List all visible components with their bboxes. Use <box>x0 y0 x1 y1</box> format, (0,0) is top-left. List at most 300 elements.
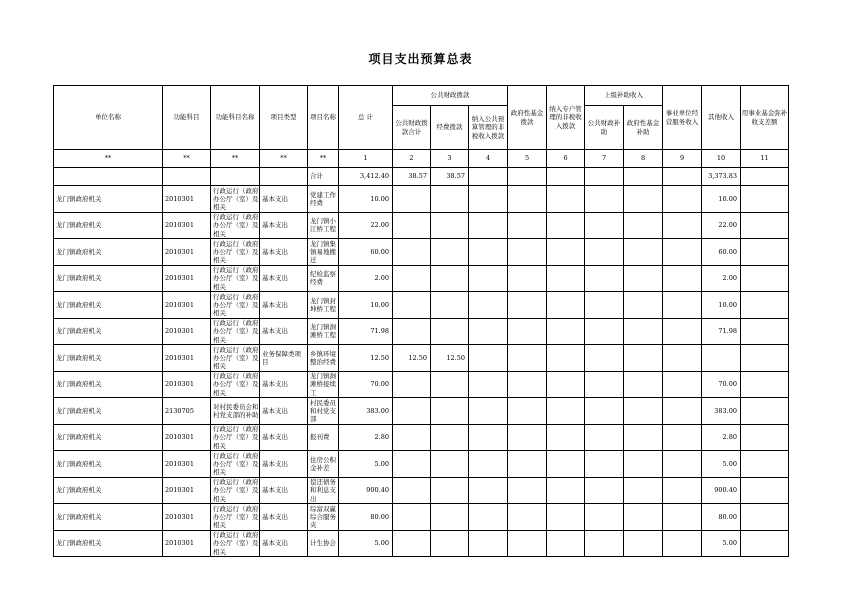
col-func-code: 功能科目 <box>163 86 211 150</box>
func-name-cell-text: 行政运行（政府办公厅（室）及相关 <box>213 213 259 238</box>
empty-cell <box>741 318 789 345</box>
total-cell: 70.00 <box>339 371 393 398</box>
other-income-cell: 70.00 <box>702 371 741 398</box>
empty-cell <box>624 530 663 557</box>
col-proj-type: 项目类型 <box>260 86 308 150</box>
empty-cell <box>469 265 508 292</box>
total-cell: 2.80 <box>339 424 393 451</box>
table-row <box>54 504 789 531</box>
func-name-cell <box>211 424 260 451</box>
proj-type-cell-text: 基本支出 <box>262 221 288 230</box>
proj-name-cell-text: 龙门镇涧滩桥接续工 <box>310 372 336 397</box>
total-other: 3,373.83 <box>702 168 741 186</box>
empty-cell <box>585 265 624 292</box>
other-income-cell: 10.00 <box>702 292 741 319</box>
total-cell: 10.00 <box>339 292 393 319</box>
col-total: 总 计 <box>339 86 393 150</box>
empty-cell <box>585 424 624 451</box>
empty-cell <box>508 424 547 451</box>
proj-type-cell <box>260 424 308 451</box>
func-code-cell: 2130705 <box>163 398 211 425</box>
empty-cell <box>663 212 702 239</box>
public-total-cell <box>393 424 431 451</box>
total-cell: 10.00 <box>339 186 393 213</box>
proj-name-cell-text: 住房公积金补差 <box>310 455 336 472</box>
empty-cell <box>585 477 624 504</box>
proj-type-cell-text: 基本支出 <box>262 433 288 442</box>
index-cell: 11 <box>741 150 789 168</box>
empty-cell <box>508 371 547 398</box>
unit-cell: 龙门镇政府机关 <box>54 477 163 504</box>
total-cell: 80.00 <box>339 504 393 531</box>
proj-name-cell <box>308 345 339 372</box>
operating-cell <box>431 265 469 292</box>
empty-cell <box>585 398 624 425</box>
other-income-cell: 900.40 <box>702 477 741 504</box>
empty-cell <box>741 265 789 292</box>
table-row <box>54 265 789 292</box>
total-operating: 38.57 <box>431 168 469 186</box>
func-code-cell: 2010301 <box>163 265 211 292</box>
index-cell: 4 <box>469 150 508 168</box>
empty-cell <box>547 424 585 451</box>
operating-cell <box>431 371 469 398</box>
proj-name-cell <box>308 212 339 239</box>
empty-cell <box>508 292 547 319</box>
empty-cell <box>547 398 585 425</box>
total-cell: 12.50 <box>339 345 393 372</box>
index-cell: ** <box>308 150 339 168</box>
proj-name-cell-text: 报刊费 <box>310 433 330 442</box>
func-name-cell <box>211 239 260 266</box>
proj-type-cell-text: 基本支出 <box>262 459 288 468</box>
empty-cell <box>469 530 508 557</box>
index-row <box>54 150 789 168</box>
func-name-cell-text: 行政运行（政府办公厅（室）及相关 <box>213 186 259 211</box>
unit-cell: 龙门镇政府机关 <box>54 239 163 266</box>
proj-name-cell-text: 偿还债务和利息支出 <box>310 478 336 503</box>
proj-name-cell-text: 村民委员和村党支部 <box>310 398 336 423</box>
proj-name-cell-text: 综富双赢综合服务夹 <box>310 504 336 529</box>
total-cell: 71.98 <box>339 318 393 345</box>
func-name-cell <box>211 398 260 425</box>
table-row <box>54 371 789 398</box>
col-operating: 经费拨款 <box>431 106 469 150</box>
func-code-cell: 2010301 <box>163 477 211 504</box>
total-cell: 60.00 <box>339 239 393 266</box>
empty-cell <box>585 451 624 478</box>
empty-cell <box>508 239 547 266</box>
func-code-cell: 2010301 <box>163 292 211 319</box>
proj-type-cell-text: 基本支出 <box>262 406 288 415</box>
proj-name-cell-text: 龙门镇小江桥工程 <box>310 217 336 234</box>
empty-cell <box>741 398 789 425</box>
func-code-cell: 2010301 <box>163 318 211 345</box>
func-name-cell <box>211 451 260 478</box>
col-gov-fund: 政府性基金拨款 <box>508 86 547 150</box>
empty-cell <box>547 530 585 557</box>
empty-cell <box>663 477 702 504</box>
col-other-income: 其他收入 <box>702 86 741 150</box>
empty-cell <box>585 292 624 319</box>
proj-name-cell <box>308 371 339 398</box>
operating-cell <box>431 186 469 213</box>
empty-cell <box>547 451 585 478</box>
empty-cell <box>624 398 663 425</box>
table-row <box>54 345 789 372</box>
empty-cell <box>547 345 585 372</box>
proj-type-cell <box>260 318 308 345</box>
table-row <box>54 186 789 213</box>
proj-type-cell <box>260 398 308 425</box>
index-cell: 3 <box>431 150 469 168</box>
unit-cell: 龙门镇政府机关 <box>54 186 163 213</box>
proj-name-cell-text: 龙门镇封坤桥工程 <box>310 296 336 313</box>
func-code-cell: 2010301 <box>163 530 211 557</box>
public-total-cell <box>393 530 431 557</box>
empty-cell <box>585 212 624 239</box>
empty-cell <box>741 477 789 504</box>
operating-cell <box>431 504 469 531</box>
empty-cell <box>469 477 508 504</box>
unit-cell: 龙门镇政府机关 <box>54 212 163 239</box>
func-name-cell-text: 行政运行（政府办公厅（室）及相关 <box>213 266 259 291</box>
total-row <box>54 168 789 186</box>
empty-cell <box>469 318 508 345</box>
col-gov-fund-subsidy: 政府性基金补助 <box>624 106 663 150</box>
empty-cell <box>508 477 547 504</box>
proj-name-cell-text: 龙门镇集镇易地搬迁 <box>310 239 336 264</box>
proj-name-cell <box>308 239 339 266</box>
empty-cell <box>663 239 702 266</box>
proj-type-cell-text: 业务保障类项目 <box>262 349 301 366</box>
proj-name-cell-text: 乡镇环境整治经费 <box>310 349 336 366</box>
func-code-cell: 2010301 <box>163 504 211 531</box>
table-row <box>54 212 789 239</box>
empty-cell <box>469 424 508 451</box>
empty-cell <box>624 292 663 319</box>
proj-type-cell-text: 基本支出 <box>262 247 288 256</box>
empty-cell <box>508 212 547 239</box>
func-name-cell <box>211 186 260 213</box>
col-public-fiscal-subsidy: 公共财政补助 <box>585 106 624 150</box>
empty-cell <box>741 530 789 557</box>
empty-cell <box>547 371 585 398</box>
total-value: 3,412.40 <box>339 168 393 186</box>
col-group-public-fiscal: 公共财政拨款 <box>393 86 508 106</box>
empty-cell <box>585 530 624 557</box>
other-income-cell: 2.00 <box>702 265 741 292</box>
total-cell: 5.00 <box>339 451 393 478</box>
empty-cell <box>547 318 585 345</box>
unit-cell: 龙门镇政府机关 <box>54 424 163 451</box>
budget-table <box>53 85 789 557</box>
proj-name-cell <box>308 424 339 451</box>
proj-name-cell-text: 党建工作经费 <box>310 190 336 207</box>
empty-cell <box>547 504 585 531</box>
func-name-cell-text: 行政运行（政府办公厅（室）及相关 <box>213 319 259 344</box>
empty-cell <box>741 212 789 239</box>
unit-cell: 龙门镇政府机关 <box>54 292 163 319</box>
col-group-superior-subsidy: 上级补助收入 <box>585 86 663 106</box>
proj-type-cell <box>260 186 308 213</box>
empty-cell <box>624 212 663 239</box>
empty-cell <box>585 186 624 213</box>
table-row <box>54 477 789 504</box>
func-code-cell: 2010301 <box>163 451 211 478</box>
other-income-cell: 60.00 <box>702 239 741 266</box>
total-cell: 5.00 <box>339 530 393 557</box>
operating-cell <box>431 424 469 451</box>
empty-cell <box>663 504 702 531</box>
func-code-cell: 2010301 <box>163 186 211 213</box>
proj-name-cell <box>308 398 339 425</box>
empty-cell <box>585 318 624 345</box>
func-name-cell-text: 对村民委员会和村党支部的补助 <box>213 402 259 419</box>
empty-cell <box>624 371 663 398</box>
func-code-cell: 2010301 <box>163 371 211 398</box>
other-income-cell: 71.98 <box>702 318 741 345</box>
other-income-cell: 5.00 <box>702 451 741 478</box>
empty-cell <box>624 186 663 213</box>
index-cell: 5 <box>508 150 547 168</box>
page-title: 项目支出预算总表 <box>368 52 473 66</box>
proj-type-cell <box>260 212 308 239</box>
proj-type-cell <box>260 451 308 478</box>
index-cell: ** <box>260 150 308 168</box>
proj-type-cell <box>260 265 308 292</box>
index-cell: ** <box>54 150 163 168</box>
empty-cell <box>663 424 702 451</box>
empty-cell <box>741 504 789 531</box>
func-code-cell: 2010301 <box>163 424 211 451</box>
table-row <box>54 292 789 319</box>
empty-cell <box>508 345 547 372</box>
empty-cell <box>469 292 508 319</box>
func-name-cell <box>211 371 260 398</box>
total-public-total: 38.57 <box>393 168 431 186</box>
empty-cell <box>663 451 702 478</box>
proj-type-cell <box>260 371 308 398</box>
empty-cell <box>547 292 585 319</box>
empty-cell <box>741 186 789 213</box>
empty-cell <box>624 318 663 345</box>
empty-cell <box>663 530 702 557</box>
table-row <box>54 530 789 557</box>
func-name-cell <box>211 477 260 504</box>
empty-cell <box>741 239 789 266</box>
proj-type-cell-text: 基本支出 <box>262 274 288 283</box>
empty-cell <box>663 371 702 398</box>
func-name-cell-text: 行政运行（政府办公厅（室）及相关 <box>213 345 259 370</box>
proj-type-cell-text: 基本支出 <box>262 194 288 203</box>
empty-cell <box>624 477 663 504</box>
proj-name-cell <box>308 451 339 478</box>
index-cell: 6 <box>547 150 585 168</box>
col-public-fiscal-total: 公共财政拨款合计 <box>393 106 431 150</box>
operating-cell <box>431 292 469 319</box>
empty-cell <box>469 212 508 239</box>
index-cell: 8 <box>624 150 663 168</box>
total-cell: 22.00 <box>339 212 393 239</box>
func-name-cell <box>211 530 260 557</box>
index-cell: ** <box>163 150 211 168</box>
col-proj-name: 项目名称 <box>308 86 339 150</box>
func-name-cell-text: 行政运行（政府办公厅（室）及相关 <box>213 425 259 450</box>
unit-cell: 龙门镇政府机关 <box>54 318 163 345</box>
empty-cell <box>585 371 624 398</box>
unit-cell: 龙门镇政府机关 <box>54 451 163 478</box>
func-name-cell <box>211 318 260 345</box>
col-unit-name: 单位名称 <box>54 86 163 150</box>
unit-cell: 龙门镇政府机关 <box>54 345 163 372</box>
func-name-cell-text: 行政运行（政府办公厅（室）及相关 <box>213 239 259 264</box>
func-name-cell-text: 行政运行（政府办公厅（室）及相关 <box>213 451 259 476</box>
func-name-cell <box>211 212 260 239</box>
index-cell: 10 <box>702 150 741 168</box>
empty-cell <box>663 265 702 292</box>
operating-cell <box>431 239 469 266</box>
empty-cell <box>624 451 663 478</box>
proj-name-cell <box>308 477 339 504</box>
proj-type-cell-text: 基本支出 <box>262 300 288 309</box>
col-surplus: 用事业基金弥补收支差额 <box>741 86 789 150</box>
proj-name-cell <box>308 292 339 319</box>
empty-cell <box>624 265 663 292</box>
total-cell: 2.00 <box>339 265 393 292</box>
proj-name-cell <box>308 265 339 292</box>
proj-name-cell <box>308 186 339 213</box>
func-name-cell <box>211 504 260 531</box>
func-code-cell: 2010301 <box>163 239 211 266</box>
col-nontax-special: 纳入专户管理的非税收入拨款 <box>547 86 585 150</box>
other-income-cell: 2.80 <box>702 424 741 451</box>
func-name-cell-text: 行政运行（政府办公厅（室）及相关 <box>213 478 259 503</box>
empty-cell <box>547 239 585 266</box>
public-total-cell <box>393 186 431 213</box>
empty-cell <box>508 186 547 213</box>
proj-type-cell <box>260 477 308 504</box>
empty-cell <box>585 239 624 266</box>
operating-cell <box>431 451 469 478</box>
public-total-cell <box>393 212 431 239</box>
empty-cell <box>585 345 624 372</box>
operating-cell <box>431 530 469 557</box>
empty-cell <box>469 451 508 478</box>
empty-cell <box>469 239 508 266</box>
empty-cell <box>547 477 585 504</box>
public-total-cell <box>393 451 431 478</box>
public-total-cell <box>393 292 431 319</box>
empty-cell <box>508 318 547 345</box>
proj-type-cell-text: 基本支出 <box>262 539 288 548</box>
proj-name-cell <box>308 530 339 557</box>
unit-cell: 龙门镇政府机关 <box>54 504 163 531</box>
proj-type-cell-text: 基本支出 <box>262 380 288 389</box>
index-cell: 9 <box>663 150 702 168</box>
other-income-cell: 22.00 <box>702 212 741 239</box>
proj-name-cell-text: 计生协会 <box>310 539 336 548</box>
operating-cell <box>431 477 469 504</box>
empty-cell <box>624 345 663 372</box>
public-total-cell <box>393 239 431 266</box>
index-cell: 7 <box>585 150 624 168</box>
empty-cell <box>547 186 585 213</box>
empty-cell <box>741 292 789 319</box>
empty-cell <box>585 504 624 531</box>
proj-type-cell <box>260 345 308 372</box>
func-name-cell <box>211 345 260 372</box>
empty-cell <box>663 398 702 425</box>
empty-cell <box>508 530 547 557</box>
operating-cell <box>431 212 469 239</box>
operating-cell <box>431 318 469 345</box>
func-code-cell: 2010301 <box>163 212 211 239</box>
col-nontax-in-budget: 纳入公共预算管理的非税收入拨款 <box>469 106 508 150</box>
proj-type-cell <box>260 504 308 531</box>
public-total-cell: 12.50 <box>393 345 431 372</box>
empty-cell <box>663 186 702 213</box>
empty-cell <box>469 186 508 213</box>
func-code-cell: 2010301 <box>163 345 211 372</box>
proj-name-cell-text: 龙门镇涧滩桥工程 <box>310 323 336 340</box>
empty-cell <box>469 398 508 425</box>
table-row <box>54 318 789 345</box>
proj-type-cell-text: 基本支出 <box>262 486 288 495</box>
empty-cell <box>741 345 789 372</box>
other-income-cell <box>702 345 741 372</box>
empty-cell <box>741 451 789 478</box>
unit-cell: 龙门镇政府机关 <box>54 371 163 398</box>
func-name-cell <box>211 292 260 319</box>
public-total-cell <box>393 504 431 531</box>
table-row <box>54 398 789 425</box>
proj-type-cell-text: 基本支出 <box>262 512 288 521</box>
empty-cell <box>508 398 547 425</box>
func-name-cell-text: 行政运行（政府办公厅（室）及相关 <box>213 372 259 397</box>
empty-cell <box>469 504 508 531</box>
table-row <box>54 239 789 266</box>
empty-cell <box>508 504 547 531</box>
table-row <box>54 451 789 478</box>
empty-cell <box>547 265 585 292</box>
other-income-cell: 80.00 <box>702 504 741 531</box>
table-row <box>54 424 789 451</box>
total-cell: 900.40 <box>339 477 393 504</box>
public-total-cell <box>393 398 431 425</box>
func-name-cell <box>211 265 260 292</box>
total-label: 合计 <box>308 168 339 186</box>
empty-cell <box>624 424 663 451</box>
col-func-name: 功能科目名称 <box>211 86 260 150</box>
func-name-cell-text: 行政运行（政府办公厅（室）及相关 <box>213 292 259 317</box>
proj-name-cell <box>308 504 339 531</box>
proj-name-cell <box>308 318 339 345</box>
empty-cell <box>663 318 702 345</box>
empty-cell <box>624 504 663 531</box>
empty-cell <box>469 345 508 372</box>
index-cell: 2 <box>393 150 431 168</box>
func-name-cell-text: 行政运行（政府办公厅（室）及相关 <box>213 504 259 529</box>
total-cell: 383.00 <box>339 398 393 425</box>
operating-cell: 12.50 <box>431 345 469 372</box>
unit-cell: 龙门镇政府机关 <box>54 265 163 292</box>
empty-cell <box>469 371 508 398</box>
proj-type-cell-text: 基本支出 <box>262 327 288 336</box>
func-name-cell-text: 行政运行（政府办公厅（室）及相关 <box>213 531 259 556</box>
empty-cell <box>663 345 702 372</box>
public-total-cell <box>393 265 431 292</box>
